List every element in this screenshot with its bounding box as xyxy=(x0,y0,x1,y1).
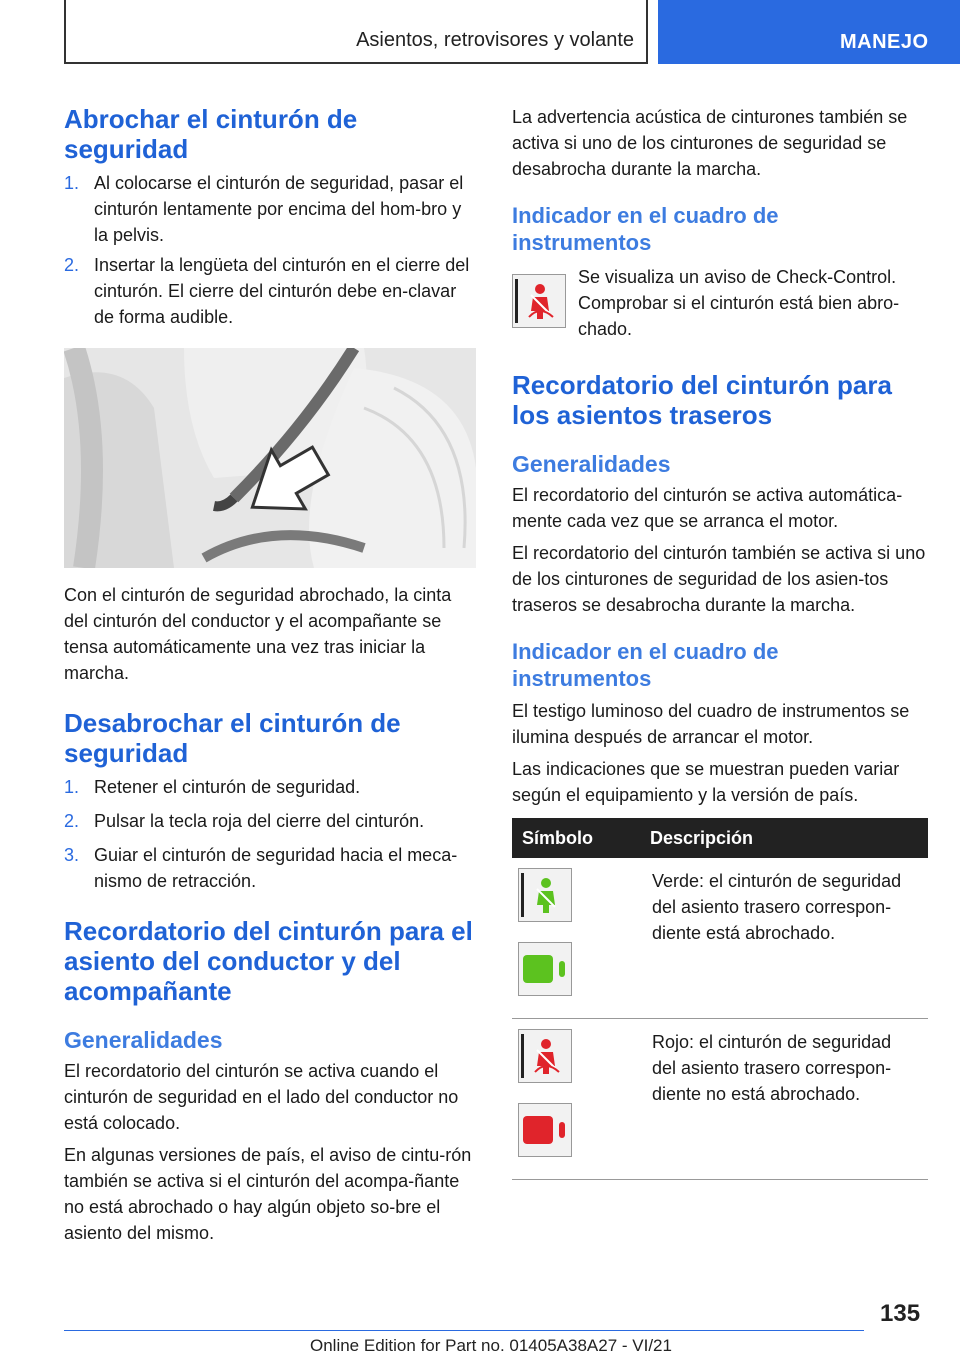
table-row xyxy=(512,858,928,1019)
indicator-1-row xyxy=(512,267,928,340)
paragraph-after-photo: Con el cinturón de seguridad abrochado, la cinta del cinturón del conductor y el acompañante se tensa automáticamente una vez tras iniciar la marcha. xyxy=(64,585,452,683)
paragraph-rear-2: El recordatorio del cinturón también se activa si uno de los cinturones de seguridad de los asien-tos traseros se desabrocha durante la marcha. xyxy=(512,543,926,615)
paragraph-indicator-2: Las indicaciones que se muestran pueden variar según el equipamiento y la versión de país. xyxy=(512,759,900,805)
row-desc-red: Rojo: el cinturón de seguridad del asiento trasero correspon-diente no está abrochado. xyxy=(652,1032,892,1104)
heading-fasten: Abrochar el cinturón de seguridad xyxy=(64,104,358,164)
heading-reminder-front: Recordatorio del cinturón para el asiento del conductor y del acompañante xyxy=(64,916,473,1006)
symbol-table xyxy=(512,818,928,1180)
paragraph-rear-1: El recordatorio del cinturón se activa automática-mente cada vez que se arranca el motor. xyxy=(512,485,903,531)
page-number: 135 xyxy=(880,1300,921,1327)
paragraph-general-2: En algunas versiones de país, el aviso de cintu-rón también se activa si el cinturón del acompa-ñante no está abrochado o hay algún objeto so-bre el asiento del mismo. xyxy=(64,1145,472,1243)
list-item: 1. Retener el cinturón de seguridad. xyxy=(64,777,361,797)
edition-text: Online Edition for Part no. 01405A38A27 - VI/21 xyxy=(310,1336,672,1355)
paragraph-acoustic: La advertencia acústica de cinturones también se activa si uno de los cinturones de seguridad se desabrocha durante la marcha. xyxy=(512,107,908,179)
heading-general-front: Generalidades xyxy=(64,1027,223,1053)
seatbelt-red-icon xyxy=(518,1029,572,1083)
heading-indicator-1: Indicador en el cuadro de instrumentos xyxy=(512,203,779,255)
unfasten-steps xyxy=(64,774,476,894)
seat-green-indicator-icon xyxy=(518,942,572,996)
heading-indicator-2: Indicador en el cuadro de instrumentos xyxy=(512,639,779,691)
heading-unfasten: Desabrochar el cinturón de seguridad xyxy=(64,708,401,768)
col-header-desc: Descripción xyxy=(642,818,928,858)
footer-divider xyxy=(64,1330,864,1331)
heading-general-rear: Generalidades xyxy=(512,451,671,477)
right-column xyxy=(512,104,928,1180)
list-item: 2. Pulsar la tecla roja del cierre del cinturón. xyxy=(64,811,425,831)
table-row xyxy=(512,1019,928,1180)
seatbelt-photo xyxy=(64,348,476,568)
section-title: Asientos, retrovisores y volante xyxy=(356,29,634,51)
seatbelt-warning-icon xyxy=(512,274,566,328)
chapter-tab-label: MANEJO xyxy=(840,31,929,53)
indicator-1-text: Se visualiza un aviso de Check-Control. Comprobar si el cinturón está bien abro-chado. xyxy=(578,267,900,339)
heading-reminder-rear: Recordatorio del cinturón para los asientos traseros xyxy=(512,370,892,430)
seat-red-indicator-icon xyxy=(518,1103,572,1157)
list-item: 3. Guiar el cinturón de seguridad hacia el meca-nismo de retracción. xyxy=(64,845,458,891)
row-desc-green: Verde: el cinturón de seguridad del asiento trasero correspon-diente está abrochado. xyxy=(652,871,902,943)
header-section-box xyxy=(64,0,648,64)
paragraph-indicator-1: El testigo luminoso del cuadro de instrumentos se ilumina después de arrancar el motor. xyxy=(512,701,910,747)
chapter-tab[interactable] xyxy=(658,0,960,64)
col-header-symbol: Símbolo xyxy=(512,818,642,858)
fasten-steps xyxy=(64,170,476,330)
seatbelt-green-icon xyxy=(518,868,572,922)
list-item: 2. Insertar la lengüeta del cinturón en el cierre del cinturón. El cierre del cinturón debe en-clavar de forma audible. xyxy=(64,255,470,327)
list-item: 1. Al colocarse el cinturón de seguridad, pasar el cinturón lentamente por encima del hom-bro y la pelvis. xyxy=(64,173,464,245)
paragraph-general-1: El recordatorio del cinturón se activa cuando el cinturón de seguridad en el lado del conductor no está colocado. xyxy=(64,1061,459,1133)
left-column xyxy=(64,104,476,1246)
